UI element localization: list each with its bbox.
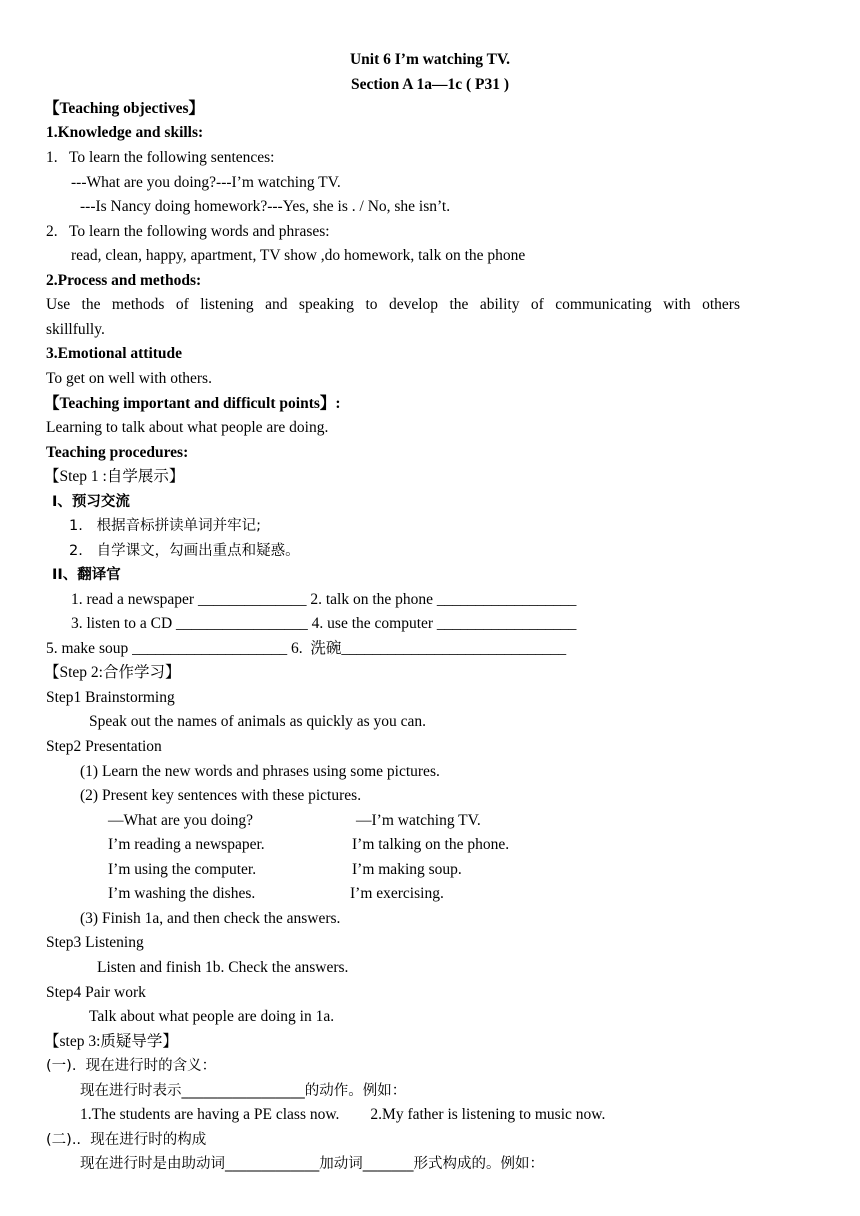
dialogue-a-4: I’m washing the dishes.	[108, 885, 256, 902]
emotional-heading: 3.Emotional attitude	[46, 345, 183, 362]
step2-presentation: Step2 Presentation	[46, 738, 162, 755]
knowledge-item-2: 2. To learn the following words and phrases:	[46, 223, 330, 240]
points-text: Learning to talk about what people are doing.	[46, 419, 329, 436]
step2-brainstorming: Step1 Brainstorming	[46, 689, 175, 706]
process-text-2: skillfully.	[46, 321, 105, 338]
step2-presentation-3: (3) Finish 1a, and then check the answers.	[80, 910, 341, 927]
points-heading: 【Teaching important and difficult points】:	[44, 395, 341, 412]
step2-pairwork-text: Talk about what people are doing in 1a.	[89, 1008, 335, 1025]
step2-presentation-2: (2) Present key sentences with these pictures.	[80, 787, 362, 804]
knowledge-heading: 1.Knowledge and skills:	[46, 124, 204, 141]
dialogue-a-3: I’m using the computer.	[108, 861, 257, 878]
knowledge-item-2a: read, clean, happy, apartment, TV show ,do homework, talk on the phone	[71, 247, 526, 264]
step2-pairwork: Step4 Pair work	[46, 984, 146, 1001]
dialogue-a-2: I’m reading a newspaper.	[108, 836, 265, 853]
page-subtitle: Section A 1a—1c ( P31 )	[351, 76, 509, 93]
procedures-heading: Teaching procedures:	[46, 444, 189, 461]
step3-heading: 【step 3:质疑导学】	[44, 1033, 178, 1050]
step1-item-1: 1. 根据音标拼读单词并牢记;	[69, 518, 262, 534]
grammar-heading-1: (一). 现在进行时的含义：	[46, 1058, 217, 1074]
grammar-examples: 1.The students are having a PE class now. 2.My father is listening to music now.	[80, 1106, 606, 1123]
step2-presentation-1: (1) Learn the new words and phrases using some pictures.	[80, 763, 440, 780]
emotional-text: To get on well with others.	[46, 370, 212, 387]
grammar-text-1: 现在进行时表示_________________的动作。例如：	[80, 1083, 407, 1099]
step1-section-I: I、预习交流	[52, 494, 130, 510]
step1-heading: 【Step 1 :自学展示】	[44, 468, 185, 485]
objectives-heading: 【Teaching objectives】	[44, 100, 205, 117]
step2-heading: 【Step 2:合作学习】	[44, 664, 181, 681]
dialogue-b-3: I’m making soup.	[352, 861, 462, 878]
knowledge-item-1: 1. To learn the following sentences:	[46, 149, 275, 166]
knowledge-item-1b: ---Is Nancy doing homework?---Yes, she is . / No, she isn’t.	[80, 198, 451, 215]
page-title: Unit 6 I’m watching TV.	[349, 51, 511, 68]
knowledge-item-1a: ---What are you doing?---I’m watching TV.	[71, 174, 341, 191]
grammar-heading-2: (二).. 现在进行时的构成	[46, 1132, 207, 1148]
step2-listening-text: Listen and finish 1b. Check the answers.	[97, 959, 349, 976]
step2-listening: Step3 Listening	[46, 934, 144, 951]
process-text-1: Use the methods of listening and speaking to develop the ability of communicating with others	[46, 296, 740, 313]
step2-brainstorming-text: Speak out the names of animals as quickly as you can.	[89, 713, 427, 730]
translation-line-2: 3. listen to a CD _________________ 4. use the computer __________________	[71, 615, 577, 632]
dialogue-b-1: —I’m watching TV.	[356, 812, 481, 829]
process-heading: 2.Process and methods:	[46, 272, 202, 289]
grammar-text-2: 现在进行时是由助动词_____________加动词_______形式构成的。例如：	[80, 1156, 544, 1172]
translation-line-1: 1. read a newspaper ______________ 2. talk on the phone __________________	[71, 591, 577, 608]
step1-item-2: 2. 自学课文，勾画出重点和疑惑。	[69, 543, 300, 559]
step1-section-II: II、翻译官	[52, 567, 121, 583]
translation-line-3: 5. make soup ____________________ 6. 洗碗_____________________________	[46, 640, 567, 657]
dialogue-b-4: I’m exercising.	[350, 885, 444, 902]
dialogue-a-1: —What are you doing?	[108, 812, 254, 829]
dialogue-b-2: I’m talking on the phone.	[352, 836, 510, 853]
